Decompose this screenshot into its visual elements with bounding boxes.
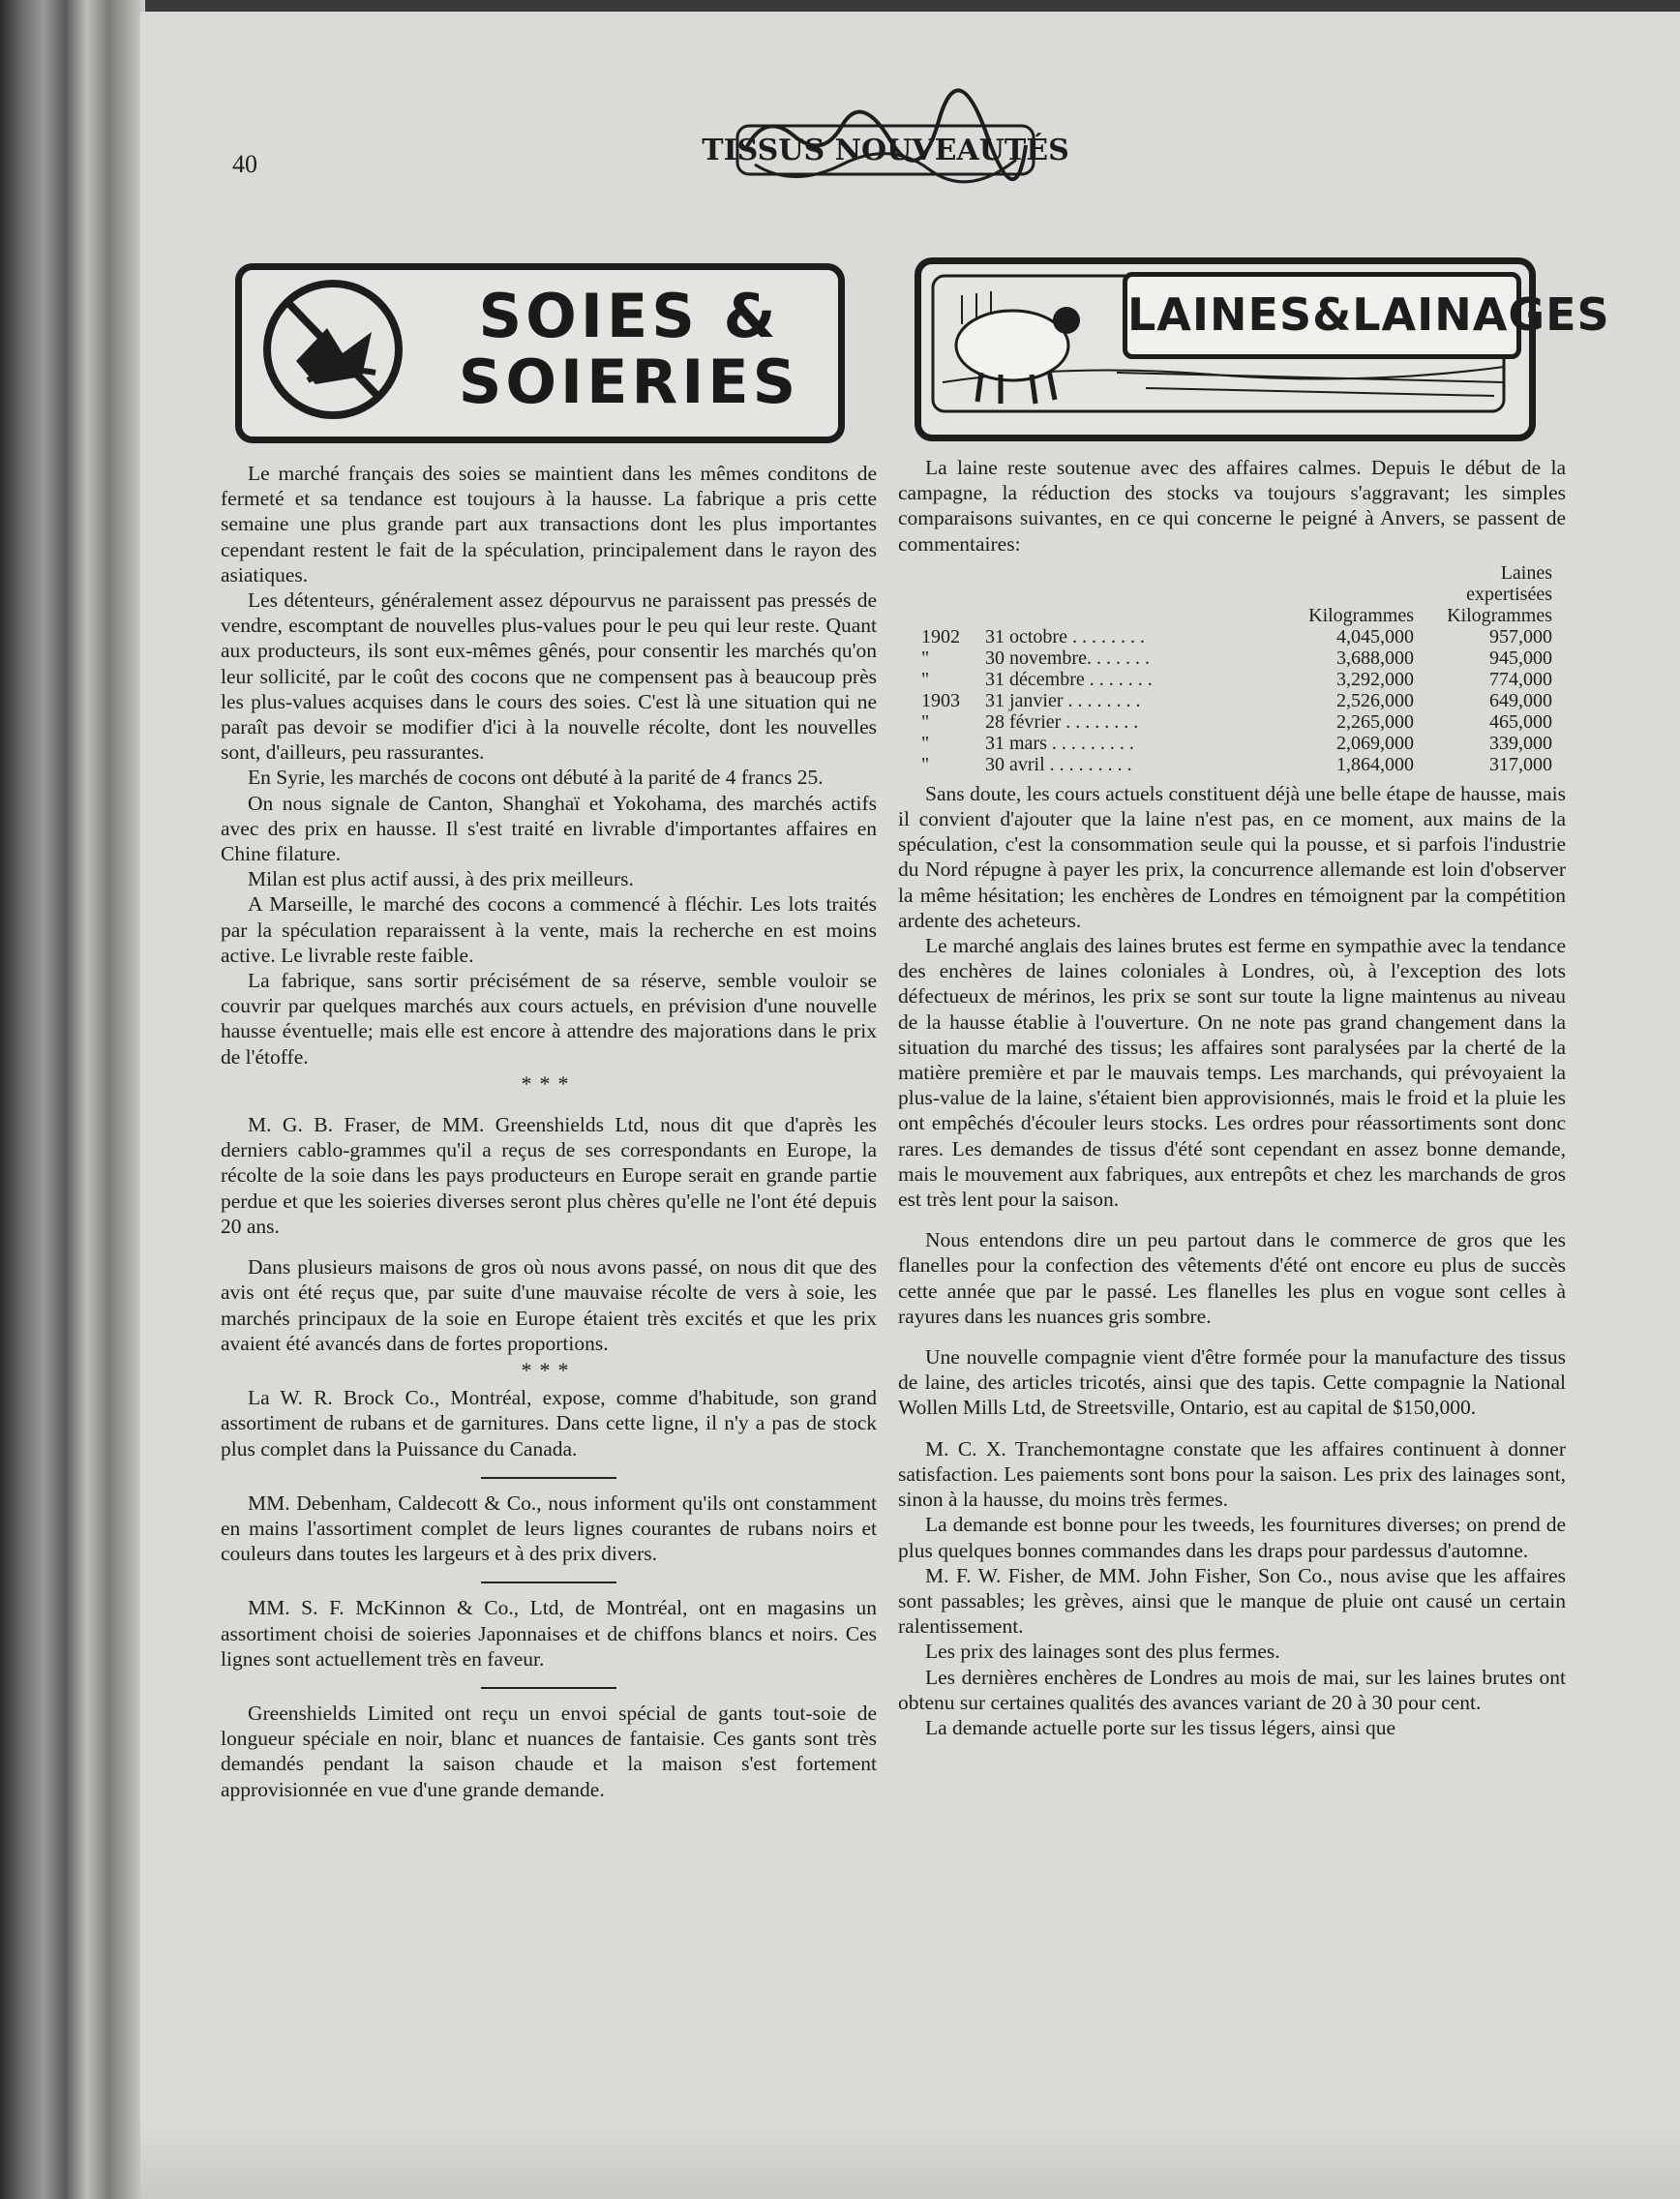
divider-rule — [481, 1687, 616, 1689]
paragraph: Une nouvelle compagnie vient d'être formée pour la manufacture des tissus de laine, des articles tricotés, ainsi que des tapis. Cette compagnie la National Wollen Mills Ltd, de Streetsville, Ontario, est au capital de $150,000. — [898, 1345, 1566, 1420]
paragraph: Sans doute, les cours actuels constituent déjà une belle étape de hausse, mais il convient d'ajouter que la laine n'est pas, en ce moment, aux mains de la spéculation, c'est la consommation seule qui la pousse, et si parfois l'industrie du Nord répugne à payer les prix, la concurrence allemande est loin d'observer la même hésitation; les enchères de Londres en témoignent par la compétition ardente des acheteurs. — [898, 781, 1566, 932]
table-header-laines: Laines — [1500, 561, 1552, 584]
left-column — [221, 461, 877, 1802]
table-row: 1902 31 octobre . . . . . . . . 4,045,000 957,000 — [921, 625, 1552, 648]
svg-text:TISSUS NOUVEAUTÉS: TISSUS NOUVEAUTÉS — [702, 134, 1069, 167]
page-shadow — [140, 2122, 1680, 2199]
paragraph-maisons: Dans plusieurs maisons de gros où nous avons passé, on nous dit que des avis ont été reçus que, par suite d'une mauvaise récolte de vers à soie, les marchés principaux de la soie en Europe étaient très excités et que les prix avaient été avancés dans de fortes proportions. — [221, 1255, 877, 1355]
masthead-logo — [702, 106, 1069, 194]
table-row: " 30 novembre. . . . . . . 3,688,000 945,000 — [921, 647, 1552, 669]
laines-title: LAINES&LAINAGES — [1127, 288, 1610, 341]
laines-banner — [915, 257, 1610, 441]
divider-rule — [481, 1477, 616, 1479]
table-row: 1903 31 janvier . . . . . . . . 2,526,000 649,000 — [921, 689, 1552, 711]
page-number: 40 — [232, 150, 257, 178]
table-row: " 30 avril . . . . . . . . . 1,864,000 317,000 — [921, 753, 1552, 775]
paragraph: M. C. X. Tranchemontagne constate que les affaires continuent à donner satisfaction. Les paiements sont bons pour la saison. Les prix des lainages sont, sinon à la hausse, du moins très fermes. — [898, 1436, 1566, 1512]
paragraph-greenshields: Greenshields Limited ont reçu un envoi spécial de gants tout-soie de longueur spéciale en noir, blanc et nuances de fantaisie. Ces gants sont très demandés pendant la saison chaude et la maison s'est fortement approvisionnée en vue d'une grande demande. — [221, 1701, 877, 1801]
divider-rule — [481, 1581, 616, 1583]
paragraph: A Marseille, le marché des cocons a commencé à fléchir. Les lots traités par la spéculation reparaissent à la vente, mais la recherche en est moins active. Le livrable reste faible. — [221, 892, 877, 967]
section-separator-stars: *** — [521, 1357, 577, 1382]
table-row: " 31 mars . . . . . . . . . 2,069,000 339,000 — [921, 732, 1552, 754]
paragraph-debenham: MM. Debenham, Caldecott & Co., nous informent qu'ils ont constamment en mains l'assortiment complet de leurs lignes courantes de rubans noirs et couleurs dans toutes les largeurs et à des prix divers. — [221, 1491, 877, 1566]
table-header-kilogrammes: Kilogrammes — [1447, 604, 1552, 626]
right-column — [898, 455, 1566, 1740]
table-row: " 28 février . . . . . . . . 2,265,000 465,000 — [921, 710, 1552, 733]
paragraph-mckinnon: MM. S. F. McKinnon & Co., Ltd, de Montréal, ont en magasins un assortiment choisi de soieries Japonnaises et de chiffons blancs et noirs. Ces lignes sont actuellement très en faveur. — [221, 1596, 877, 1671]
book-spine — [0, 0, 145, 2199]
paragraph-intro: La laine reste soutenue avec des affaires calmes. Depuis le début de la campagne, la réduction des stocks va toujours s'aggravant; les simples comparaisons suivantes, en ce qui concerne le peigné à Anvers, se passent de commentaires: — [898, 456, 1566, 556]
table-header-kilogrammes: Kilogrammes — [1308, 604, 1414, 626]
soies-banner — [235, 263, 845, 443]
table-header-expertisees: expertisées — [1466, 583, 1552, 605]
section-separator-stars: *** — [521, 1070, 577, 1096]
laines-title-box — [1123, 272, 1610, 359]
paragraph: La demande actuelle porte sur les tissus légers, ainsi que — [925, 1715, 1395, 1739]
paragraph: M. F. W. Fisher, de MM. John Fisher, Son Co., nous avise que les affaires sont passables; les grèves, ainsi que le manque de pluie ont causé un certain ralentissement. — [898, 1563, 1566, 1639]
paragraph: Nous entendons dire un peu partout dans le commerce de gros que les flanelles pour la confection des vêtements d'été ont encore eu plus de succès cette année que par le passé. Les flanelles les plus en vogue sont celles à rayures dans les nuances gris sombre. — [898, 1228, 1566, 1328]
paragraph: Le marché français des soies se maintient dans les mêmes conditons de fermeté et sa tendance est toujours à la hausse. La fabrique a pris cette semaine une plus grande part aux transactions dont les plus importantes cependant restent le fait de la spéculation, principalement dans le rayon des asiatiques. — [221, 462, 877, 587]
paragraph: On nous signale de Canton, Shanghaï et Yokohama, des marchés actifs avec des prix en hausse. Il s'est traité en livrable d'importantes affaires en Chine filature. — [221, 791, 877, 866]
paragraph-fraser: M. G. B. Fraser, de MM. Greenshields Ltd, nous dit que d'après les derniers cablo-grammes qu'il a reçus de ses correspondants en Europe, la récolte de la soie dans les pays producteurs en Europe serait en grande partie perdue et que les soieries diverses seront plus chères qu'elle ne l'ont été depuis 20 ans. — [221, 1113, 877, 1238]
paragraph: Les prix des lainages sont des plus fermes. — [925, 1640, 1280, 1664]
paragraph-brock: La W. R. Brock Co., Montréal, expose, comme d'habitude, son grand assortiment de rubans et de garnitures. Dans cette ligne, il n'y a pas de stock plus complet dans la Puissance du Canada. — [221, 1386, 877, 1461]
silkworm-emblem-icon — [248, 272, 422, 427]
paragraph: Milan est plus actif aussi, à des prix meilleurs. — [248, 867, 634, 891]
paragraph: Le marché anglais des laines brutes est ferme en sympathie avec la tendance des enchères de laines coloniales à Londres, où, à l'exception des lots défectueux de mérinos, les prix se sont sur toute la ligne maintenus au niveau de la hausse établie à l'ouverture. On ne note pas grand changement dans la situation du marché des tissus; les affaires sont paralysées par la cherté de la matière première et par le mauvais temps. Les marchands, qui prévoyaient la plus-value de la laine, s'étaient bien approvisionnés, mais le froid et la pluie les ont empêchés d'écouler leurs stocks. Les ordres pour réassortiments sont donc rares. Les demandes de tissus d'été sont cependant en assez bonne demande, mais le mouvement aux fabriques, aux entrepôts et chez les marchands de gros est très lent pour la saison. — [898, 934, 1566, 1212]
paragraph: Les dernières enchères de Londres au mois de mai, sur les laines brutes ont obtenu sur certaines qualités des avances variant de 20 à 30 pour cent. — [898, 1665, 1566, 1714]
paragraph: En Syrie, les marchés de cocons ont débuté à la parité de 4 francs 25. — [248, 766, 824, 790]
soies-title-line1: SOIES & — [478, 281, 780, 351]
wool-stock-table — [917, 562, 1556, 775]
paragraph: La fabrique, sans sortir précisément de sa réserve, semble vouloir se couvrir par quelques marchés aux cours actuels, en prévision d'une nouvelle hausse éventuelle; mais elle est encore à attendre des majorations dans le prix de l'étoffe. — [221, 969, 877, 1069]
paragraph: La demande est bonne pour les tweeds, les fournitures diverses; on prend de plus quelques bonnes commandes dans les draps pour pardessus d'automne. — [898, 1513, 1566, 1562]
table-row: " 31 décembre . . . . . . . 3,292,000 774,000 — [921, 668, 1552, 690]
soies-title-line2: SOIERIES — [458, 346, 800, 417]
paragraph: Les détenteurs, généralement assez dépourvus ne paraissent pas pressés de vendre, escomptant de nouvelles plus-values pour le peu qui leur reste. Quant aux producteurs, ils sont eux-mêmes gênés, pour consentir les marchés qu'on leur sollicité, par le coût des cocons que ne compensent pas à beaucoup près les plus-values acquises dans le cours des soies. C'est là une situation qui ne paraît pas devoir se modifier d'ici à la nouvelle récolte, dont les nouvelles sont, d'ailleurs, peu rassurantes. — [221, 588, 877, 765]
soies-title — [435, 281, 823, 417]
